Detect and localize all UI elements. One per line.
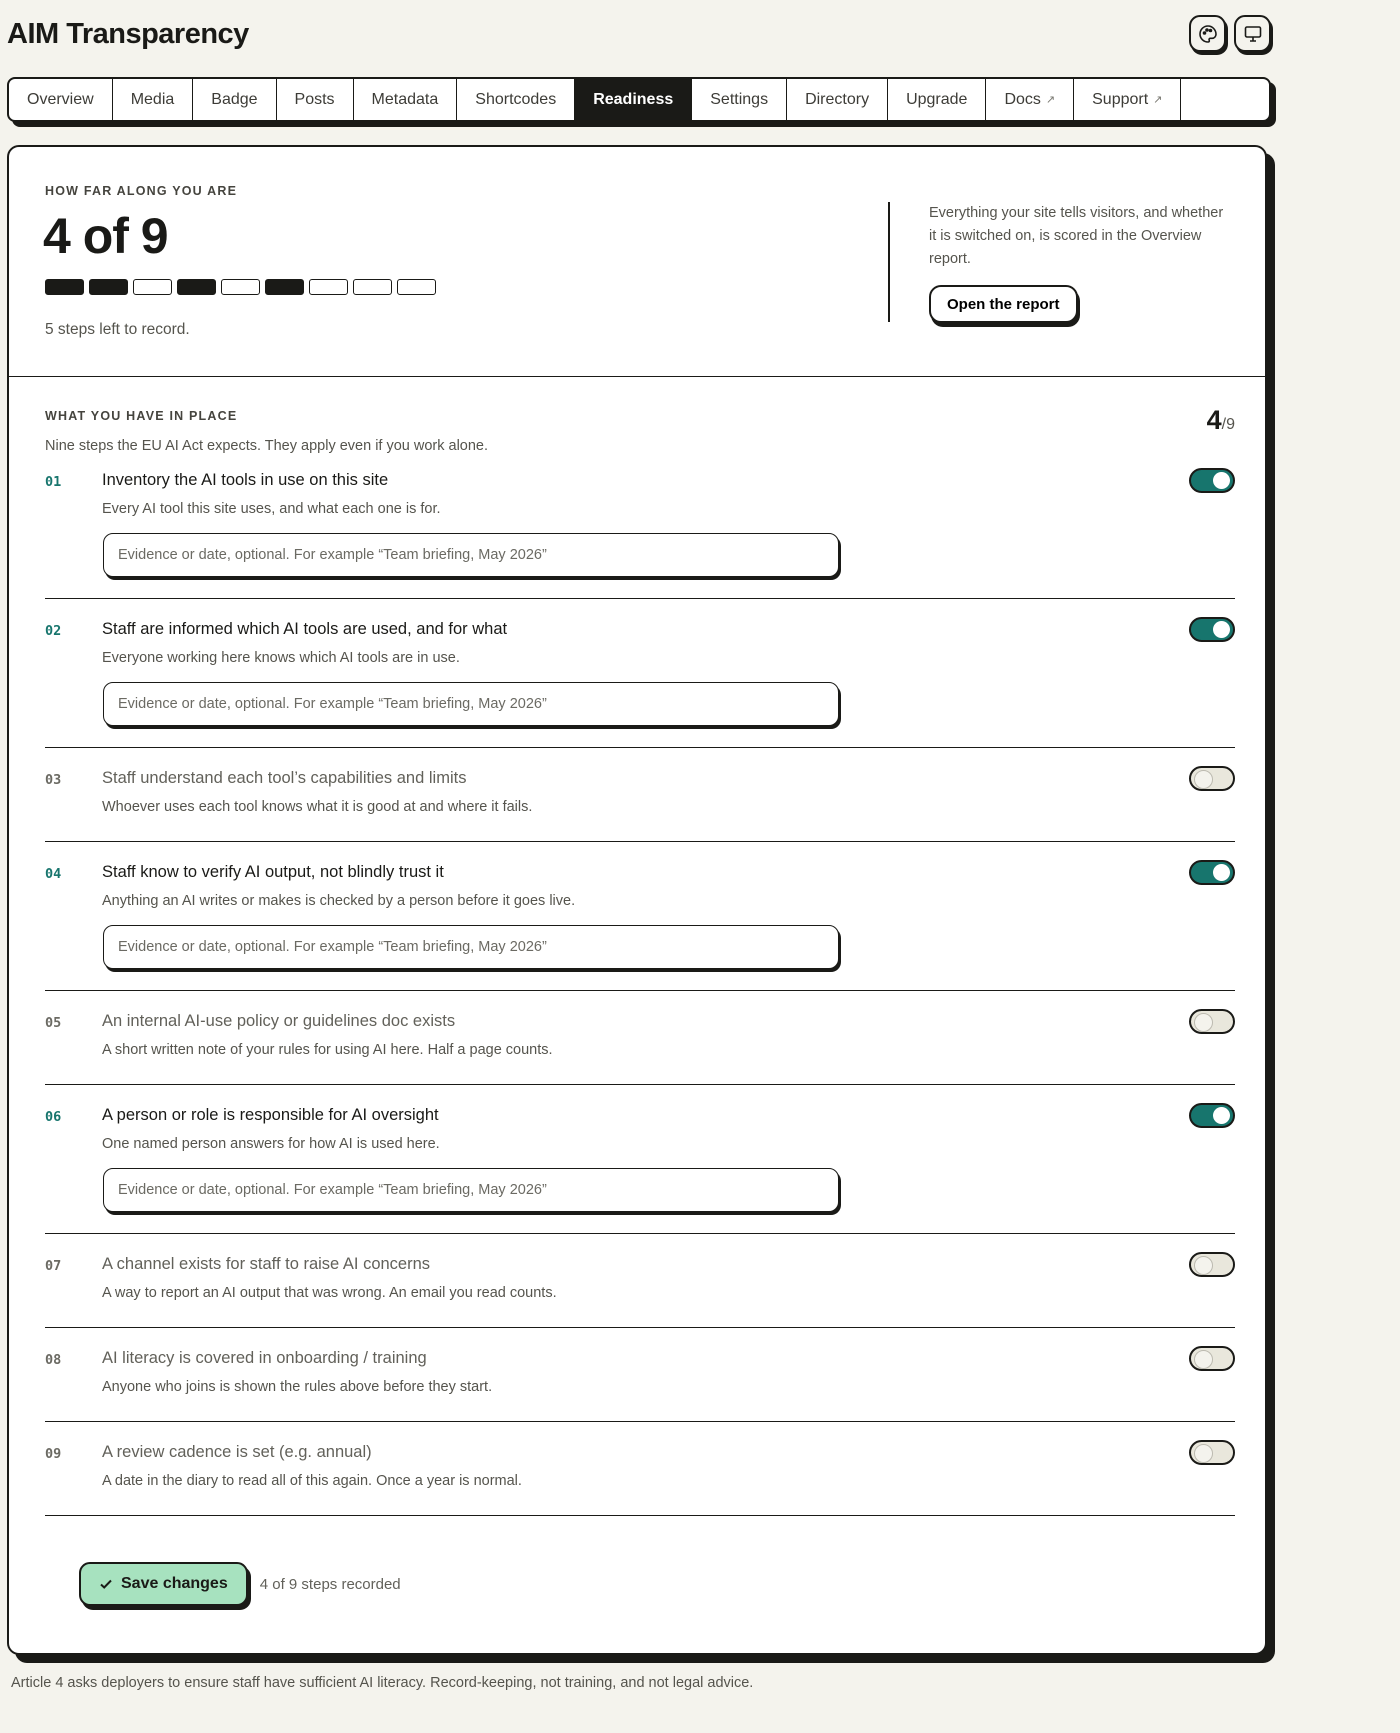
- tab-overview[interactable]: [9, 79, 113, 120]
- step-toggle[interactable]: [1189, 860, 1235, 885]
- tab-posts[interactable]: [277, 79, 354, 120]
- top-icons: [1189, 15, 1271, 52]
- step-number: 08: [45, 1352, 62, 1368]
- tab-readiness[interactable]: [575, 79, 692, 120]
- step-description: Anyone who joins is shown the rules above before they start.: [102, 1379, 493, 1395]
- progress-segment: [265, 279, 304, 295]
- progress-segment: [45, 279, 84, 295]
- progress-segment: [353, 279, 392, 295]
- palette-icon[interactable]: [1189, 15, 1226, 52]
- step-description: A way to report an AI output that was wrong. An email you read counts.: [102, 1285, 557, 1301]
- step-number: 05: [45, 1015, 62, 1031]
- step-number: 04: [45, 866, 62, 882]
- step-title: Inventory the AI tools in use on this site: [102, 471, 389, 489]
- step-description: A short written note of your rules for using AI here. Half a page counts.: [102, 1042, 553, 1058]
- tab-label: Metadata: [371, 90, 439, 108]
- step-number: 07: [45, 1258, 62, 1274]
- save-button[interactable]: [79, 1562, 248, 1606]
- monitor-icon[interactable]: [1234, 15, 1271, 52]
- tab-settings[interactable]: [692, 79, 787, 120]
- tab-directory[interactable]: [787, 79, 888, 120]
- step-toggle[interactable]: [1189, 617, 1235, 642]
- step-toggle[interactable]: [1189, 766, 1235, 791]
- step-title: Staff know to verify AI output, not blindly trust it: [102, 863, 444, 881]
- step-description: One named person answers for how AI is used here.: [102, 1136, 440, 1152]
- tab-bar: [7, 77, 1271, 122]
- step-number: 09: [45, 1446, 62, 1462]
- step-toggle[interactable]: [1189, 1346, 1235, 1371]
- steps-left-text: 5 steps left to record.: [45, 321, 190, 338]
- tab-label: Overview: [27, 90, 94, 108]
- external-link-icon: ↗: [1045, 94, 1056, 106]
- step-row: [45, 599, 1235, 748]
- readiness-card: [7, 145, 1267, 1655]
- evidence-input[interactable]: [103, 1168, 839, 1212]
- evidence-input[interactable]: [103, 682, 839, 726]
- tab-label: Docs: [1004, 90, 1041, 108]
- in-place-subtitle: Nine steps the EU AI Act expects. They apply even if you work alone.: [45, 438, 489, 454]
- tab-label: Shortcodes: [475, 90, 557, 108]
- external-link-icon: ↗: [1153, 94, 1163, 106]
- step-toggle[interactable]: [1189, 1009, 1235, 1034]
- in-place-eyebrow: WHAT YOU HAVE IN PLACE: [45, 409, 238, 423]
- tab-label: Readiness: [593, 90, 674, 108]
- tab-label: Upgrade: [906, 90, 968, 108]
- step-number: 03: [45, 772, 62, 788]
- step-row: [45, 1422, 1235, 1516]
- score-main: 4: [1206, 405, 1222, 435]
- step-number: 06: [45, 1109, 62, 1125]
- step-number: 01: [45, 474, 62, 490]
- progress-eyebrow: HOW FAR ALONG YOU ARE: [45, 184, 238, 198]
- step-row: [45, 748, 1235, 842]
- step-toggle[interactable]: [1189, 1103, 1235, 1128]
- progress-segment: [177, 279, 216, 295]
- step-description: Every AI tool this site uses, and what each one is for.: [102, 501, 441, 517]
- step-description: Anything an AI writes or makes is checked by a person before it goes live.: [102, 893, 576, 909]
- save-status: 4 of 9 steps recorded: [259, 1575, 401, 1593]
- step-title: An internal AI-use policy or guidelines doc exists: [102, 1012, 456, 1030]
- progress-segment: [89, 279, 128, 295]
- tab-label: Directory: [805, 90, 870, 108]
- step-title: A channel exists for staff to raise AI concerns: [102, 1255, 431, 1273]
- step-row: [45, 1234, 1235, 1328]
- step-title: Staff understand each tool’s capabilities and limits: [102, 769, 467, 787]
- progress-count: 4 of 9: [43, 208, 168, 264]
- divider: [888, 202, 890, 322]
- step-number: 02: [45, 623, 62, 639]
- step-row: [45, 1328, 1235, 1422]
- score-total: /9: [1221, 416, 1235, 433]
- tab-shortcodes[interactable]: [457, 79, 575, 120]
- progress-segment: [133, 279, 172, 295]
- tab-support[interactable]: [1074, 79, 1181, 120]
- evidence-input[interactable]: [103, 925, 839, 969]
- step-row: [45, 1085, 1235, 1234]
- tab-label: Support: [1092, 90, 1149, 108]
- tab-upgrade[interactable]: [888, 79, 986, 120]
- tab-media[interactable]: [113, 79, 194, 120]
- save-button-label: Save changes: [121, 1575, 228, 1592]
- tab-metadata[interactable]: [354, 79, 458, 120]
- step-row: [45, 991, 1235, 1085]
- check-icon: [99, 1577, 113, 1591]
- open-report-button[interactable]: Open the report: [929, 285, 1078, 323]
- tab-label: Media: [130, 90, 175, 108]
- app-title: AIM Transparency: [7, 18, 249, 50]
- step-title: AI literacy is covered in onboarding / training: [102, 1349, 427, 1367]
- step-title: Staff are informed which AI tools are used, and for what: [102, 620, 508, 638]
- step-toggle[interactable]: [1189, 1440, 1235, 1465]
- save-row: [79, 1562, 401, 1606]
- tab-label: Settings: [710, 90, 769, 108]
- in-place-score: [1207, 405, 1235, 436]
- step-description: Whoever uses each tool knows what it is good at and where it fails.: [102, 799, 533, 815]
- tab-label: Badge: [211, 90, 258, 108]
- step-row: [45, 450, 1235, 599]
- step-toggle[interactable]: [1189, 468, 1235, 493]
- step-row: [45, 842, 1235, 991]
- step-title: A person or role is responsible for AI oversight: [102, 1106, 439, 1124]
- step-title: A review cadence is set (e.g. annual): [102, 1443, 372, 1461]
- step-toggle[interactable]: [1189, 1252, 1235, 1277]
- tab-badge[interactable]: [193, 79, 276, 120]
- progress-segments: [45, 279, 436, 295]
- progress-segment: [397, 279, 436, 295]
- progress-segment: [309, 279, 348, 295]
- footnote: Article 4 asks deployers to ensure staff have sufficient AI literacy. Record-keeping, not training, and not legal advice.: [11, 1675, 754, 1691]
- step-description: Everyone working here knows which AI tools are in use.: [102, 650, 460, 666]
- progress-segment: [221, 279, 260, 295]
- tab-label: Posts: [294, 90, 335, 108]
- evidence-input[interactable]: [103, 533, 839, 577]
- progress-section: [9, 147, 1265, 377]
- tab-docs[interactable]: [986, 79, 1074, 120]
- step-description: A date in the diary to read all of this again. Once a year is normal.: [102, 1473, 522, 1489]
- report-description: Everything your site tells visitors, and whether it is switched on, is scored in the Overview report.: [929, 205, 1224, 267]
